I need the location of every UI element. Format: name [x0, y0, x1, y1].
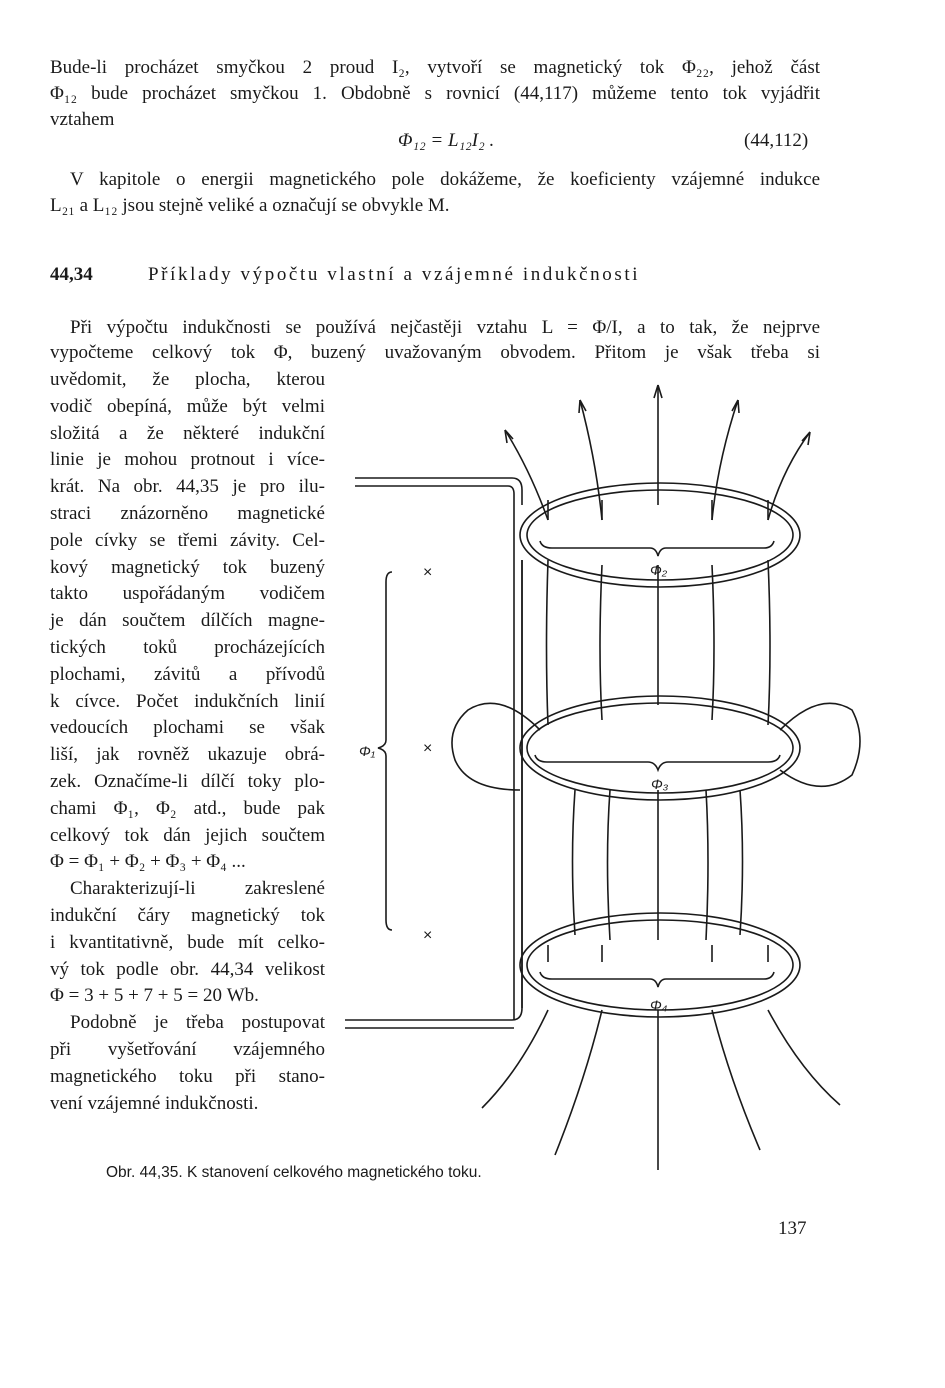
column-line: vý tok podle obr. 44,34 velikost — [50, 958, 325, 980]
column-line: pole cívky se třemi závity. Cel- — [50, 529, 325, 551]
phi3-brace — [535, 755, 780, 770]
section-title: Příklady výpočtu vlastní a vzájemné indukčnosti — [148, 264, 641, 285]
column-line: plochami, závitů a přívodů — [50, 663, 325, 685]
column-line: Charakterizují-li zakreslené — [70, 878, 325, 900]
field-lines-middle — [547, 560, 771, 940]
column-line: celkový tok dán jejich součtem — [50, 824, 325, 846]
equation-formula: Φ₁₂ = L₁₂I₂ . — [398, 130, 495, 151]
field-lines-bottom — [482, 1010, 840, 1170]
paragraph2-line-2: L₂₁ a L₁₂ jsou stejně veliké a označují se obvykle M. — [50, 195, 450, 216]
column-line: Φ = 3 + 5 + 7 + 5 = 20 Wb. — [50, 985, 259, 1007]
column-line: Φ = Φ₁ + Φ₂ + Φ₃ + Φ₄ ... — [50, 851, 246, 873]
phi2-label: Φ₂ — [650, 562, 668, 578]
phi2-brace — [540, 541, 774, 556]
column-line: liší, jak rovněž ukazuje obrá- — [50, 744, 325, 766]
column-line: tických toků procházejících — [50, 637, 325, 658]
column-line: vení vzájemné indukčnosti. — [50, 1092, 259, 1114]
column-line: uvědomit, že plocha, kterou — [50, 369, 325, 390]
column-line: k cívce. Počet indukčních linií — [50, 690, 325, 712]
column-line: kový magnetický tok buzený — [50, 556, 325, 578]
lead-wire-top — [355, 478, 522, 505]
phi4-brace — [540, 972, 774, 987]
section-number: 44,34 — [50, 264, 93, 285]
column-line: linie je mohou protnout i více- — [50, 449, 325, 471]
paragraph2-line-1: V kapitole o energii magnetického pole dokážeme, že koeficienty vzájemné indukce — [70, 169, 820, 190]
cross-marker-1: × — [423, 564, 433, 581]
column-line: straci znázorněno magnetické — [50, 503, 325, 524]
page-number: 137 — [778, 1218, 807, 1239]
column-line: krát. Na obr. 44,35 je pro ilu- — [50, 476, 325, 498]
paragraph3-line-1: Při výpočtu indukčnosti se používá nejčastěji vztahu L = Φ/I, a to tak, že nejprve — [70, 317, 820, 338]
column-line: vedoucích plochami se však — [50, 717, 325, 739]
equation-number: (44,112) — [744, 130, 809, 151]
column-line: indukční čáry magnetický tok — [50, 905, 325, 926]
figure-caption: Obr. 44,35. K stanovení celkového magnetického toku. — [106, 1164, 482, 1181]
cross-marker-2: × — [423, 740, 433, 757]
column-line: chami Φ₁, Φ₂ atd., bude pak — [50, 797, 325, 819]
column-line: magnetického toku při stano- — [50, 1065, 325, 1087]
phi1-brace — [378, 572, 392, 930]
column-line: takto uspořádaným vodičem — [50, 583, 325, 605]
intro-line-3: vztahem — [50, 109, 115, 130]
cross-marker-3: × — [423, 927, 433, 944]
column-line: Podobně je třeba postupovat — [70, 1012, 325, 1034]
column-line: je dán součtem dílčích magne- — [50, 610, 325, 632]
paragraph3-line-2: vypočteme celkový tok Φ, buzený uvažovaným obvodem. Přitom je však třeba si — [50, 342, 820, 363]
column-line: i kvantitativně, bude mít celko- — [50, 931, 325, 953]
phi4-label: Φ₄ — [650, 997, 668, 1013]
intro-line-1: Bude-li procházet smyčkou 2 proud I₂, vytvoří se magnetický tok Φ₂₂, jehož část — [50, 57, 820, 78]
intro-line-2: Φ₁₂ bude procházet smyčkou 1. Obdobně s rovnicí (44,117) můžeme tento tok vyjádřit — [50, 83, 820, 104]
column-line: při vyšetřování vzájemného — [50, 1039, 325, 1060]
lead-wire-bottom — [345, 560, 522, 1020]
column-line: vodič obepíná, může být velmi — [50, 395, 325, 417]
phi1-label: Φ₁ — [359, 743, 376, 759]
column-line: zek. Označíme-li dílčí toky plo- — [50, 771, 325, 792]
column-line: složitá a že některé indukční — [50, 422, 325, 444]
phi3-label: Φ₃ — [651, 776, 669, 792]
lead-wire-top-inner — [355, 486, 514, 1020]
